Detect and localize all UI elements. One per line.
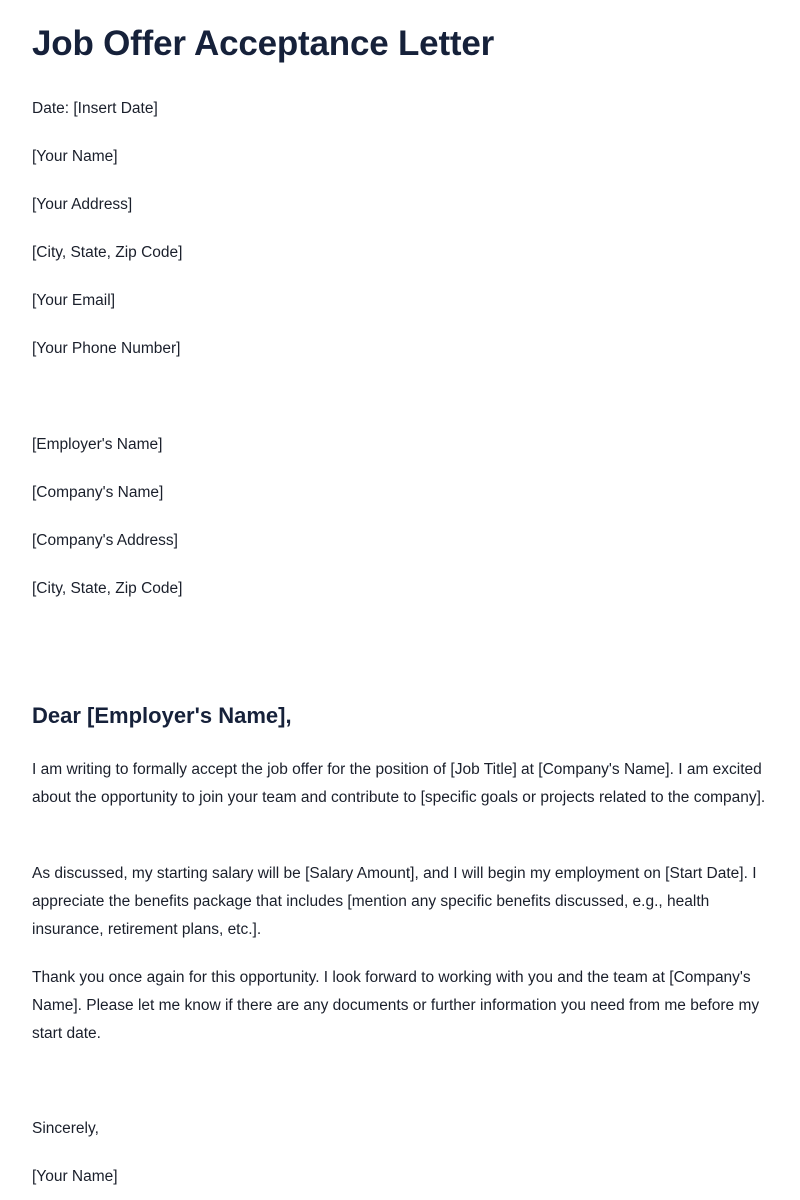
body-paragraph-2: As discussed, my starting salary will be [Salary Amount], and I will begin my employment on [Start Date]. I appreciate the benefits package that includes [mention any specific benefits discussed, e.g., health insurance, retirement plans, etc.]. (32, 865, 757, 938)
sender-email: [Your Email] (32, 292, 115, 309)
recipient-city-state-zip: [City, State, Zip Code] (32, 580, 183, 597)
body-paragraph-3: Thank you once again for this opportunity. I look forward to working with you and the team at [Company's Name]. Please let me know if there are any documents or further information you need from me before my start date. (32, 969, 760, 1042)
sender-name: [Your Name] (32, 148, 118, 165)
closing: Sincerely, (32, 1120, 99, 1137)
recipient-company-name: [Company's Name] (32, 484, 164, 501)
sender-phone: [Your Phone Number] (32, 340, 181, 357)
body-paragraph-1: I am writing to formally accept the job offer for the position of [Job Title] at [Company's Name]. I am excited about the opportunity to join your team and contribute to [specific goals or projects related to the company]. (32, 761, 766, 806)
recipient-employer-name: [Employer's Name] (32, 436, 163, 453)
sender-address: [Your Address] (32, 196, 133, 213)
letter-title: Job Offer Acceptance Letter (32, 24, 495, 63)
signature-name: [Your Name] (32, 1168, 118, 1185)
date-line: Date: [Insert Date] (32, 100, 158, 117)
salutation: Dear [Employer's Name], (32, 703, 292, 728)
recipient-company-address: [Company's Address] (32, 532, 178, 549)
sender-city-state-zip: [City, State, Zip Code] (32, 244, 183, 261)
